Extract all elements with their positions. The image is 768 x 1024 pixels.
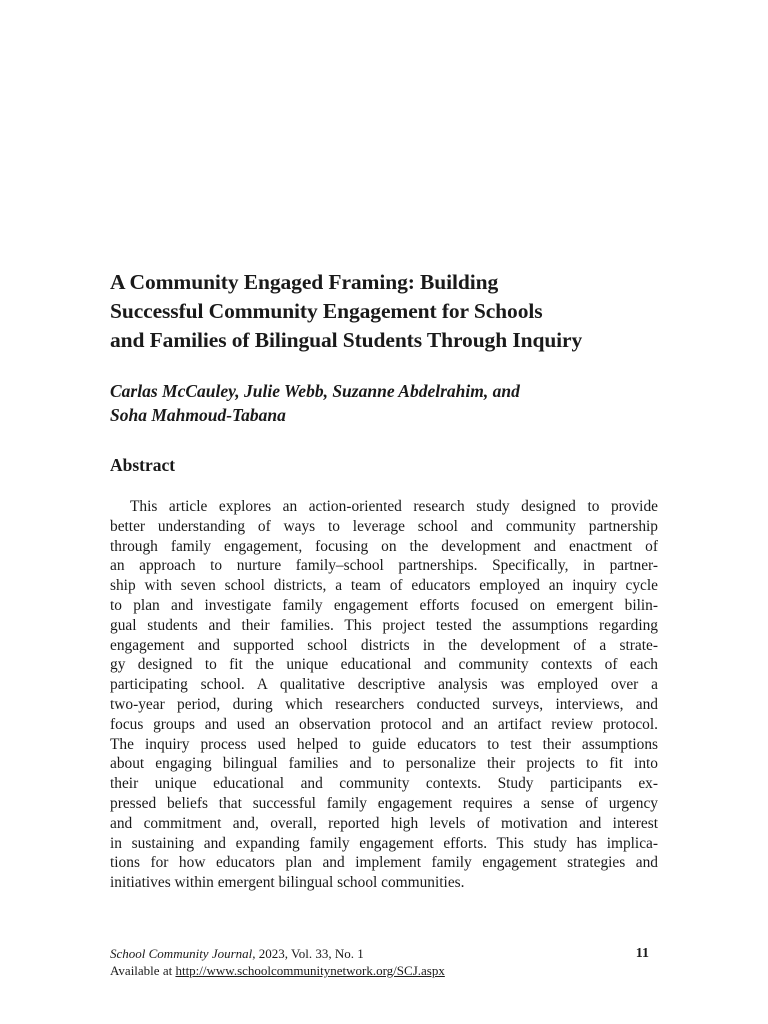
- journal-page: [110, 0, 658, 1024]
- abstract-line: gy designed to fit the unique educational and community contexts of each: [110, 656, 658, 674]
- abstract-line: engagement and supported school districts in the development of a strate-: [110, 636, 658, 654]
- journal-name: School Community Journal: [110, 946, 253, 961]
- abstract-line: pressed beliefs that successful family engagement requires a sense of urgency: [110, 794, 658, 812]
- abstract-line: participating school. A qualitative descriptive analysis was employed over a: [110, 676, 658, 694]
- abstract-line: to plan and investigate family engagement efforts focused on emergent bilin-: [110, 596, 658, 614]
- author-line-1: Carlas McCauley, Julie Webb, Suzanne Abdelrahim, and: [110, 381, 520, 401]
- abstract-paragraph: [110, 497, 658, 893]
- journal-url-link[interactable]: http://www.schoolcommunitynetwork.org/SCJ.aspx: [175, 963, 445, 978]
- abstract-line: This article explores an action-oriented research study designed to provide: [130, 498, 658, 515]
- page-number: 11: [635, 946, 649, 961]
- abstract-heading: Abstract: [110, 455, 176, 475]
- abstract-line: The inquiry process used helped to guide educators to test their assumptions: [110, 735, 658, 753]
- title-line-2: Successful Community Engagement for Schools: [110, 299, 543, 323]
- title-line-1: A Community Engaged Framing: Building: [110, 270, 499, 294]
- abstract-line: their unique educational and community contexts. Study participants ex-: [110, 775, 658, 793]
- abstract-line: two-year period, during which researchers conducted surveys, interviews, and: [110, 695, 658, 713]
- title-line-3: and Families of Bilingual Students Through Inquiry: [110, 328, 583, 352]
- abstract-line: through family engagement, focusing on the development and enactment of: [110, 537, 658, 555]
- author-line-2: Soha Mahmoud-Tabana: [110, 405, 286, 425]
- page-footer: [110, 945, 658, 979]
- abstract-line: focus groups and used an observation protocol and an artifact review protocol.: [110, 715, 658, 733]
- abstract-line: in sustaining and expanding family engagement efforts. This study has implica-: [110, 834, 658, 852]
- abstract-line: about engaging bilingual families and to personalize their projects to fit into: [110, 755, 658, 773]
- abstract-line: better understanding of ways to leverage school and community partnership: [110, 517, 658, 535]
- abstract-line: gual students and their families. This project tested the assumptions regarding: [110, 616, 658, 634]
- author-list: [110, 379, 658, 427]
- abstract-line: tions for how educators plan and implement family engagement strategies and: [110, 854, 658, 872]
- journal-details: , 2023, Vol. 33, No. 1: [252, 946, 364, 961]
- journal-citation: [110, 945, 658, 962]
- available-prefix: Available at: [110, 963, 176, 978]
- abstract-line: initiatives within emergent bilingual school communities.: [110, 874, 465, 892]
- availability-line: [110, 962, 658, 979]
- abstract-line: ship with seven school districts, a team of educators employed an inquiry cycle: [110, 577, 658, 595]
- abstract-line: an approach to nurture family–school partnerships. Specifically, in partner-: [110, 557, 658, 575]
- abstract-line: and commitment and, overall, reported high levels of motivation and interest: [110, 814, 658, 832]
- article-title: [110, 268, 658, 355]
